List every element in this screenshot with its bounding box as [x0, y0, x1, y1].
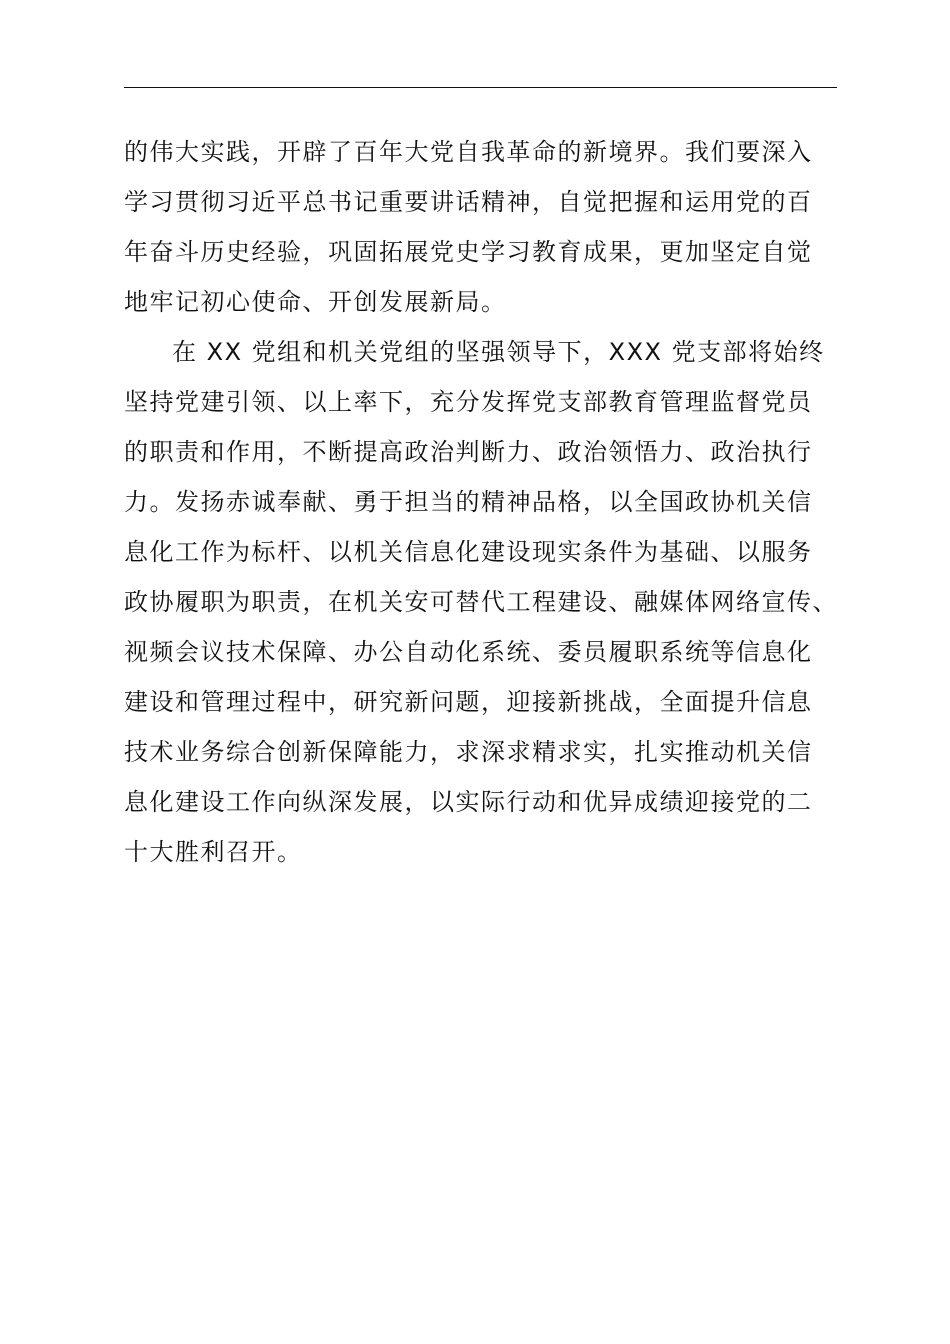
text-line: 建设和管理过程中，研究新问题，迎接新挑战，全面提升信息 [124, 688, 813, 716]
text-line: 十大胜利召开。 [124, 838, 303, 866]
text-line: 技术业务综合创新保障能力，求深求精求实，扎实推动机关信 [124, 738, 813, 766]
text-line: 的伟大实践，开辟了百年大党自我革命的新境界。我们要深入 [124, 138, 813, 166]
header-rule [124, 87, 837, 88]
text-line: 息化建设工作向纵深发展，以实际行动和优异成绩迎接党的二 [124, 788, 813, 816]
text-line: 视频会议技术保障、办公自动化系统、委员履职系统等信息化 [124, 638, 813, 666]
text-line: 年奋斗历史经验，巩固拓展党史学习教育成果，更加坚定自觉 [124, 238, 813, 266]
text-line: 学习贯彻习近平总书记重要讲话精神，自觉把握和运用党的百 [124, 188, 813, 216]
text-line: 力。发扬赤诚奉献、勇于担当的精神品格，以全国政协机关信 [124, 488, 813, 516]
text-line: 坚持党建引领、以上率下，充分发挥党支部教育管理监督党员 [124, 388, 813, 416]
body-text [124, 127, 844, 877]
text-line: 息化工作为标杆、以机关信息化建设现实条件为基础、以服务 [124, 538, 813, 566]
text-line: 的职责和作用，不断提高政治判断力、政治领悟力、政治执行 [124, 438, 813, 466]
text-line: 地牢记初心使命、开创发展新局。 [124, 288, 507, 316]
text-line: 政协履职为职责，在机关安可替代工程建设、融媒体网络宣传、 [124, 588, 838, 616]
paragraph-first-line: 在 XX 党组和机关党组的坚强领导下，XXX 党支部将始终 [172, 338, 825, 366]
